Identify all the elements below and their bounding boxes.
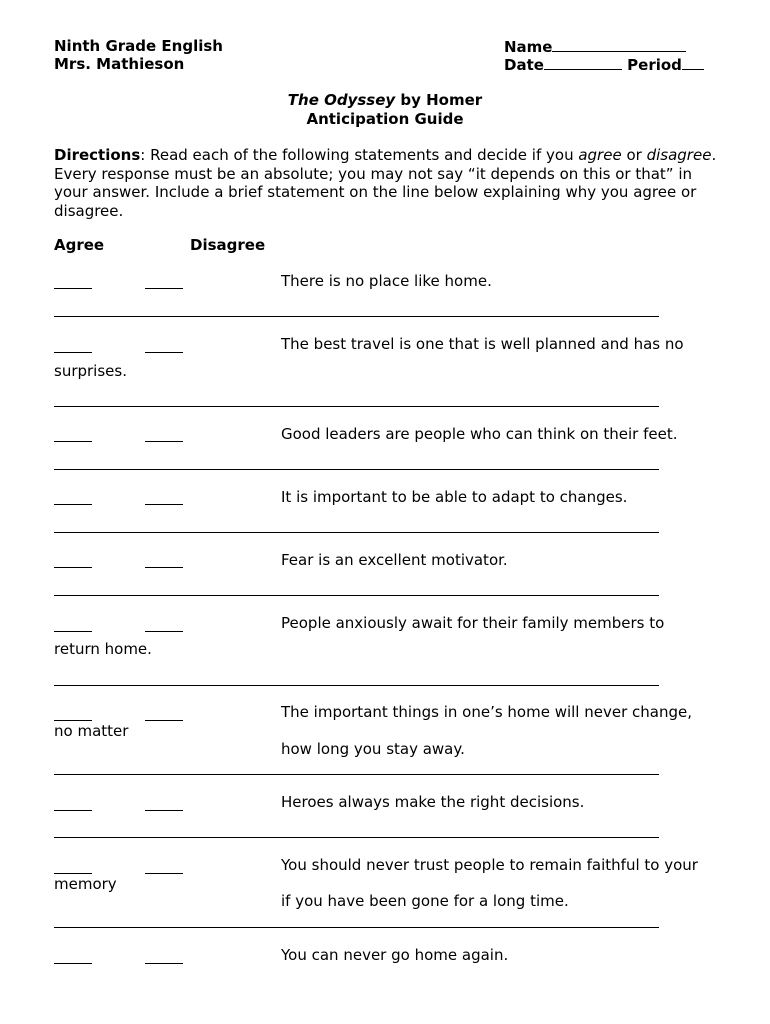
response-line[interactable] xyxy=(54,316,659,317)
agree-blank[interactable] xyxy=(54,288,92,289)
agree-blank[interactable] xyxy=(54,720,92,721)
statement-text: You can never go home again. xyxy=(281,946,509,964)
disagree-blank[interactable] xyxy=(145,963,183,964)
disagree-column-header: Disagree xyxy=(190,236,266,254)
statement-text: There is no place like home. xyxy=(281,272,492,290)
statement-line2-text: if you have been gone for a long time. xyxy=(281,892,569,910)
agree-blank[interactable] xyxy=(54,873,92,874)
statement-text: Heroes always make the right decisions. xyxy=(281,793,585,811)
disagree-blank[interactable] xyxy=(145,288,183,289)
disagree-blank[interactable] xyxy=(145,352,183,353)
statement-text: You should never trust people to remain faithful to your xyxy=(281,856,698,874)
statement-wrap-text: no matter xyxy=(54,722,129,740)
response-line[interactable] xyxy=(54,774,659,775)
statement-text: Good leaders are people who can think on their feet. xyxy=(281,425,678,443)
document-title xyxy=(0,91,770,109)
work-title: The Odyssey xyxy=(287,91,396,109)
author: by Homer xyxy=(395,91,483,109)
agree-blank[interactable] xyxy=(54,352,92,353)
agree-blank[interactable] xyxy=(54,810,92,811)
statement-wrap-text: memory xyxy=(54,875,117,893)
response-line[interactable] xyxy=(54,927,659,928)
response-line[interactable] xyxy=(54,406,659,407)
statement-text: It is important to be able to adapt to changes. xyxy=(281,488,628,506)
disagree-blank[interactable] xyxy=(145,441,183,442)
statement-wrap-text: surprises. xyxy=(54,362,127,380)
agree-blank[interactable] xyxy=(54,631,92,632)
response-line[interactable] xyxy=(54,837,659,838)
date-blank[interactable] xyxy=(544,55,622,70)
statement-text: Fear is an excellent motivator. xyxy=(281,551,508,569)
disagree-blank[interactable] xyxy=(145,873,183,874)
disagree-blank[interactable] xyxy=(145,810,183,811)
response-line[interactable] xyxy=(54,685,659,686)
response-line[interactable] xyxy=(54,595,659,596)
teacher-name: Mrs. Mathieson xyxy=(54,55,185,73)
disagree-blank[interactable] xyxy=(145,631,183,632)
directions: Directions: Read each of the following statements and decide if you agree or disagree. Every response must be an absolute; you may not say “it depends on this or that” in your answer. Include a brief statement on the line below explaining why you agree or disagree. xyxy=(54,146,717,220)
name-blank[interactable] xyxy=(552,37,686,52)
statement-wrap-text: return home. xyxy=(54,640,152,658)
period-label: Period xyxy=(627,56,682,74)
course-title: Ninth Grade English xyxy=(54,37,223,55)
period-blank[interactable] xyxy=(682,55,704,70)
statement-text: The important things in one’s home will never change, xyxy=(281,703,692,721)
agree-blank[interactable] xyxy=(54,441,92,442)
name-field xyxy=(504,37,686,56)
agree-blank[interactable] xyxy=(54,567,92,568)
date-period-field xyxy=(504,55,704,74)
disagree-blank[interactable] xyxy=(145,504,183,505)
date-label: Date xyxy=(504,56,544,74)
directions-label: Directions xyxy=(54,146,141,164)
agree-blank[interactable] xyxy=(54,963,92,964)
statement-line2-text: how long you stay away. xyxy=(281,740,465,758)
agree-column-header: Agree xyxy=(54,236,105,254)
document-subtitle: Anticipation Guide xyxy=(306,110,464,128)
agree-blank[interactable] xyxy=(54,504,92,505)
name-label: Name xyxy=(504,38,553,56)
statement-text: The best travel is one that is well planned and has no xyxy=(281,335,684,353)
statement-text: People anxiously await for their family members to xyxy=(281,614,665,632)
response-line[interactable] xyxy=(54,532,659,533)
response-line[interactable] xyxy=(54,469,659,470)
disagree-blank[interactable] xyxy=(145,720,183,721)
disagree-blank[interactable] xyxy=(145,567,183,568)
